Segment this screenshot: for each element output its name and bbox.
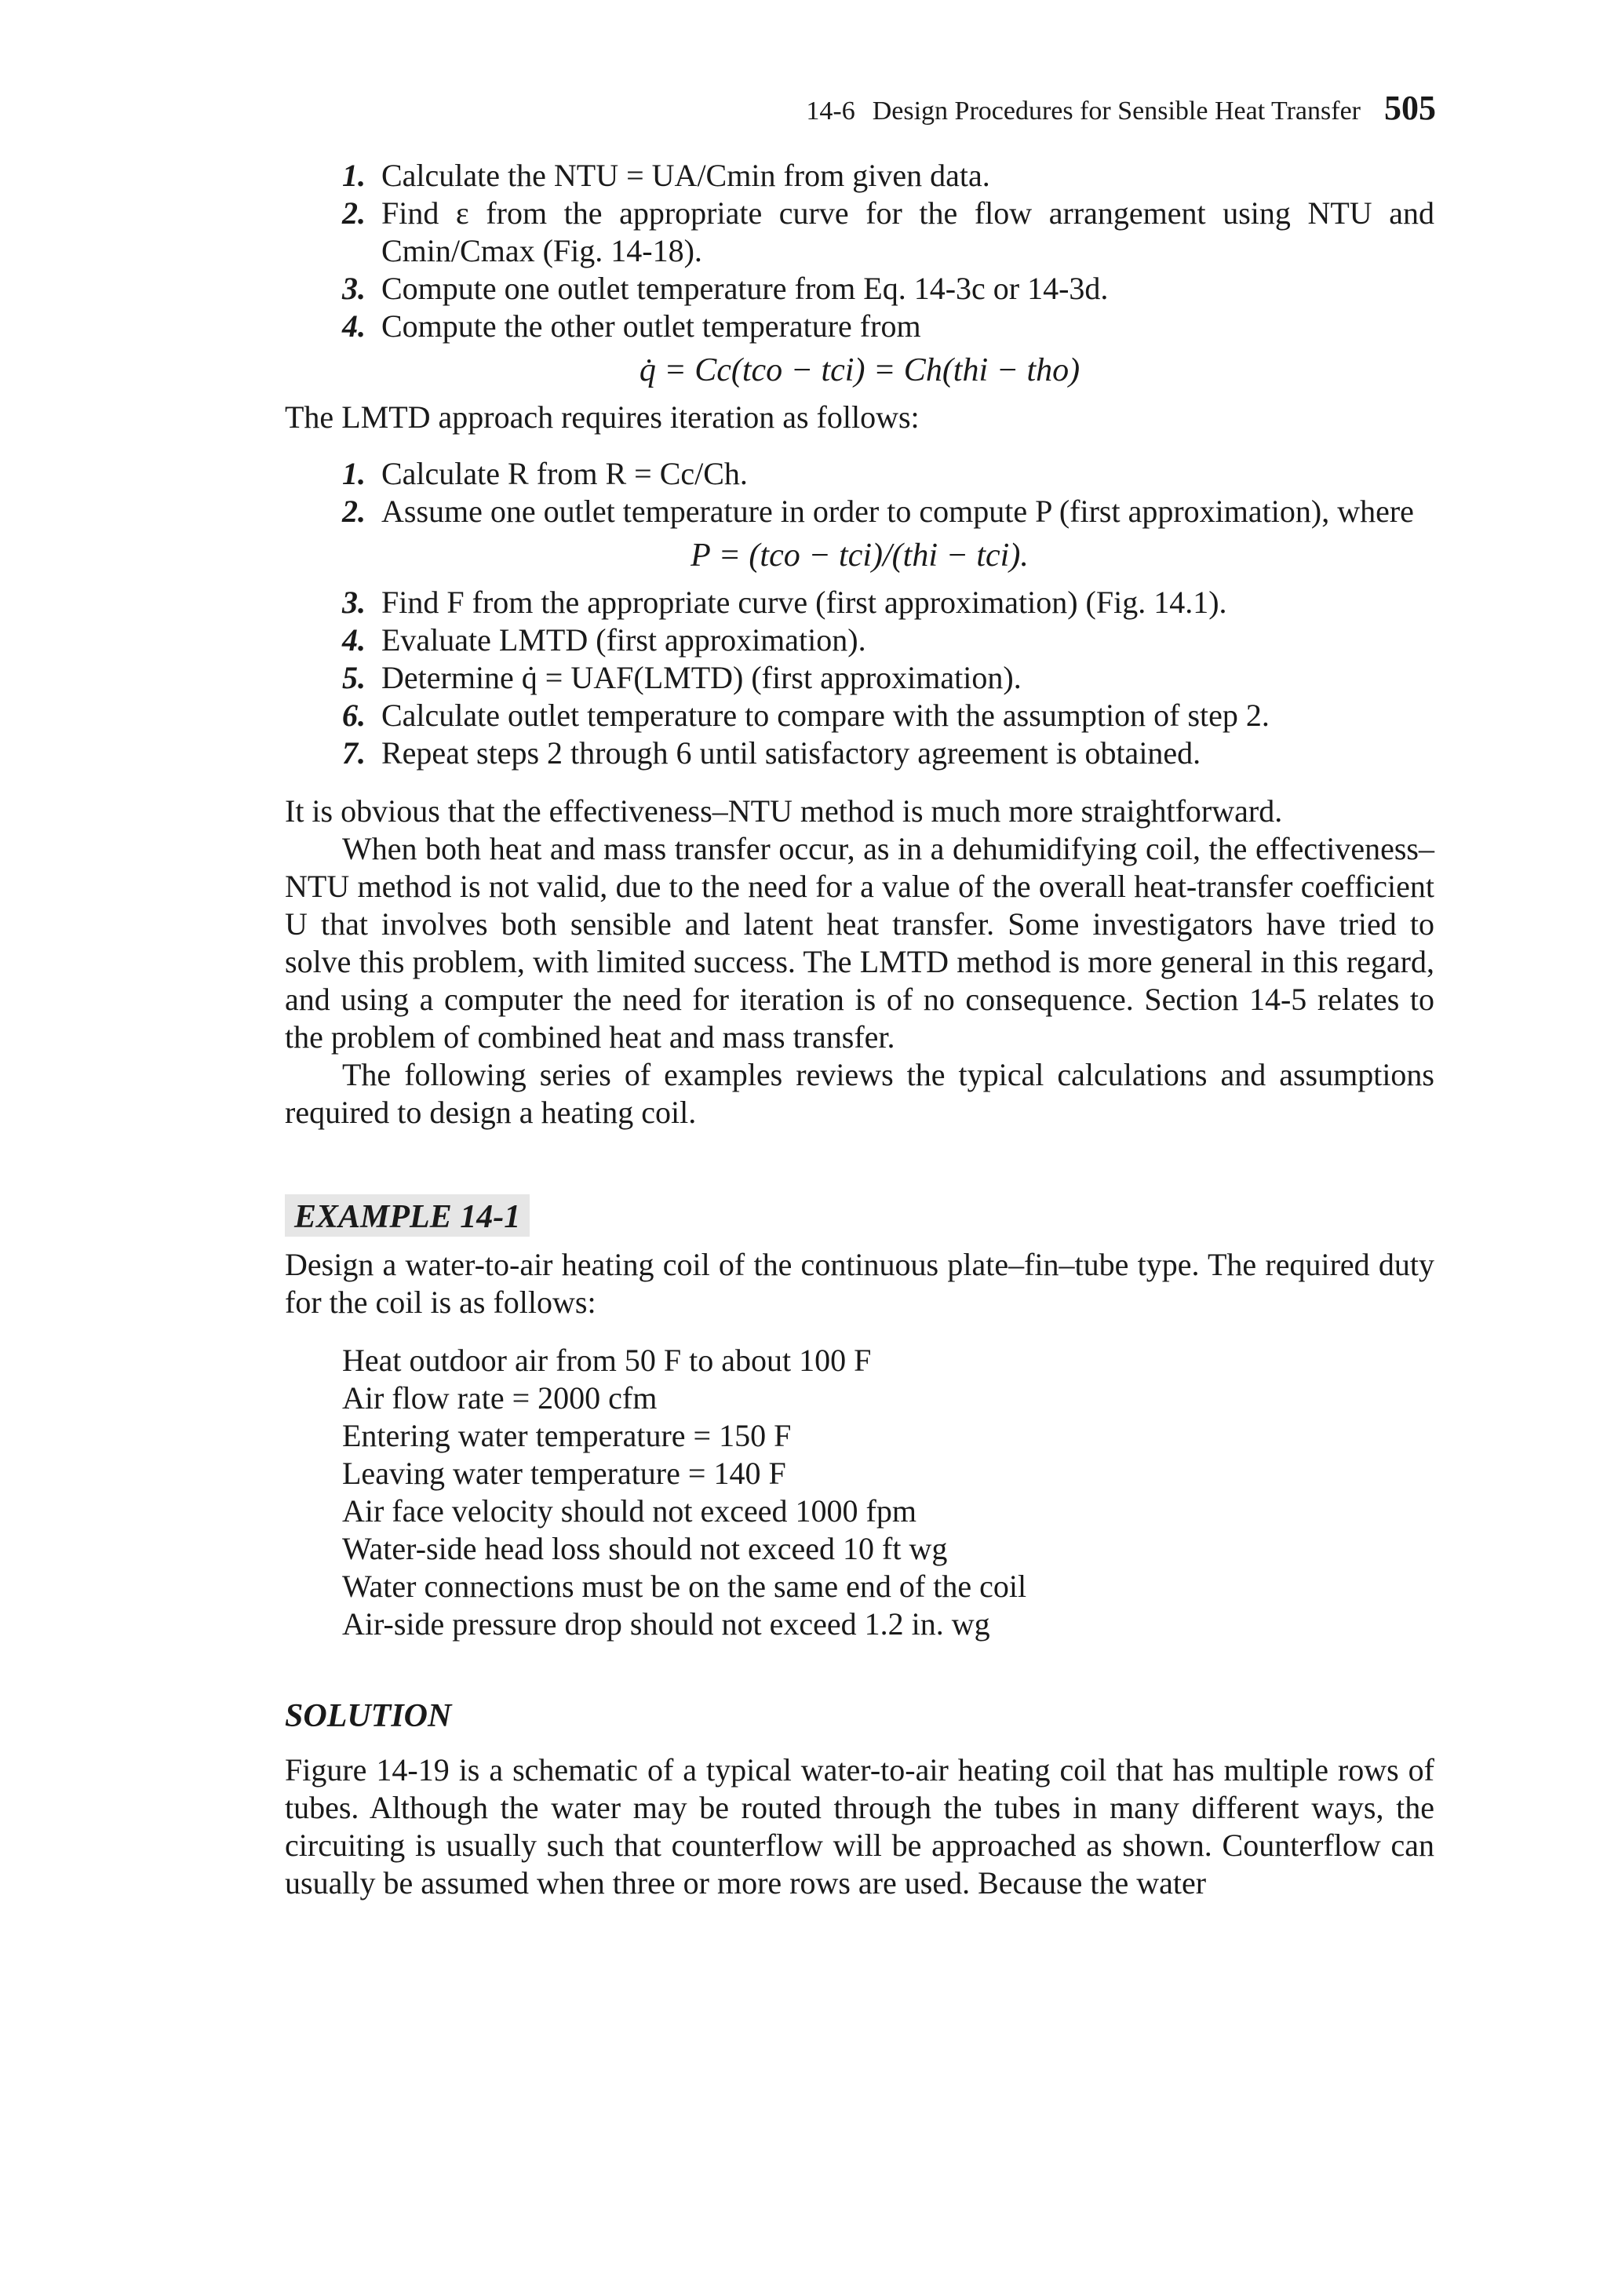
list-item: 7. Repeat steps 2 through 6 until satisfactory agreement is obtained. <box>342 735 1201 771</box>
page-body <box>285 157 1434 1902</box>
lmtd-steps-list <box>342 455 1434 530</box>
ntu-steps-list <box>342 157 1434 345</box>
list-item: 2. Assume one outlet temperature in order to compute P (first approximation), where <box>342 494 1414 529</box>
list-item: 6. Calculate outlet temperature to compare with the assumption of step 2. <box>342 698 1270 733</box>
example-intro: Design a water-to-air heating coil of the continuous plate–fin–tube type. The required duty for the coil is as follows: <box>285 1247 1434 1320</box>
duty-list <box>342 1342 1434 1643</box>
paragraph-obvious: It is obvious that the effectiveness–NTU method is much more straightforward. <box>285 793 1283 829</box>
header-section-number: 14-6 <box>806 97 855 126</box>
page-number: 505 <box>1384 89 1436 127</box>
solution-heading: SOLUTION <box>285 1698 452 1734</box>
list-item: Air flow rate = 2000 cfm <box>342 1380 658 1416</box>
lmtd-steps-list-continued <box>342 584 1434 772</box>
paragraph-following: The following series of examples reviews the typical calculations and assumptions required to design a heating coil. <box>285 1057 1434 1130</box>
lmtd-intro: The LMTD approach requires iteration as follows: <box>285 399 920 435</box>
list-item: Air face velocity should not exceed 1000 fpm <box>342 1493 916 1529</box>
running-header <box>806 88 1436 128</box>
list-item: 3. Find F from the appropriate curve (first approximation) (Fig. 14.1). <box>342 585 1227 620</box>
solution-text: Figure 14-19 is a schematic of a typical water-to-air heating coil that has multiple rows of tubes. Although the water may be routed through the tubes in many different ways, the circuiting is usually such that counterflow will be approached as shown. Counterflow can usually be assumed when three or more rows are used. Because the water <box>285 1752 1434 1901</box>
paragraph-when-both: When both heat and mass transfer occur, as in a dehumidifying coil, the effectiveness–NTU method is not valid, due to the need for a value of the overall heat-transfer coefficient U that involves both sensible and latent heat transfer. Some investigators have tried to solve this problem, with limited success. The LMTD method is more general in this regard, and using a computer the need for iteration is of no consequence. Section 14-5 relates to the problem of combined heat and mass transfer. <box>285 831 1434 1055</box>
list-item: 5. Determine q̇ = UAF(LMTD) (first approximation). <box>342 660 1022 695</box>
list-item: 4. Compute the other outlet temperature from <box>342 308 921 344</box>
example-label: EXAMPLE 14-1 <box>285 1194 530 1237</box>
list-item: Air-side pressure drop should not exceed 1.2 in. wg <box>342 1606 990 1642</box>
list-item: Entering water temperature = 150 F <box>342 1418 792 1453</box>
p-equation: P = (tco − tci)/(thi − tci). <box>691 538 1029 574</box>
heat-rate-equation: q̇ = Cc(tco − tci) = Ch(thi − tho) <box>639 352 1080 388</box>
list-item: 3. Compute one outlet temperature from Eq. 14-3c or 14-3d. <box>342 271 1109 306</box>
list-item: 1. Calculate R from R = Cc/Ch. <box>342 456 748 491</box>
list-item: Leaving water temperature = 140 F <box>342 1456 786 1491</box>
list-item: Heat outdoor air from 50 F to about 100 F <box>342 1343 872 1378</box>
example-heading-row <box>285 1194 1434 1237</box>
header-section-title: Design Procedures for Sensible Heat Transfer <box>872 97 1361 126</box>
list-item: 4. Evaluate LMTD (first approximation). <box>342 622 866 658</box>
list-item: 1. Calculate the NTU = UA/Cmin from given data. <box>342 158 990 193</box>
list-item: 2. Find ε from the appropriate curve for the flow arrangement using NTU and Cmin/Cmax (Fig. 14-18). <box>342 195 1434 268</box>
list-item: Water connections must be on the same end of the coil <box>342 1569 1027 1604</box>
list-item: Water-side head loss should not exceed 10 ft wg <box>342 1531 948 1566</box>
